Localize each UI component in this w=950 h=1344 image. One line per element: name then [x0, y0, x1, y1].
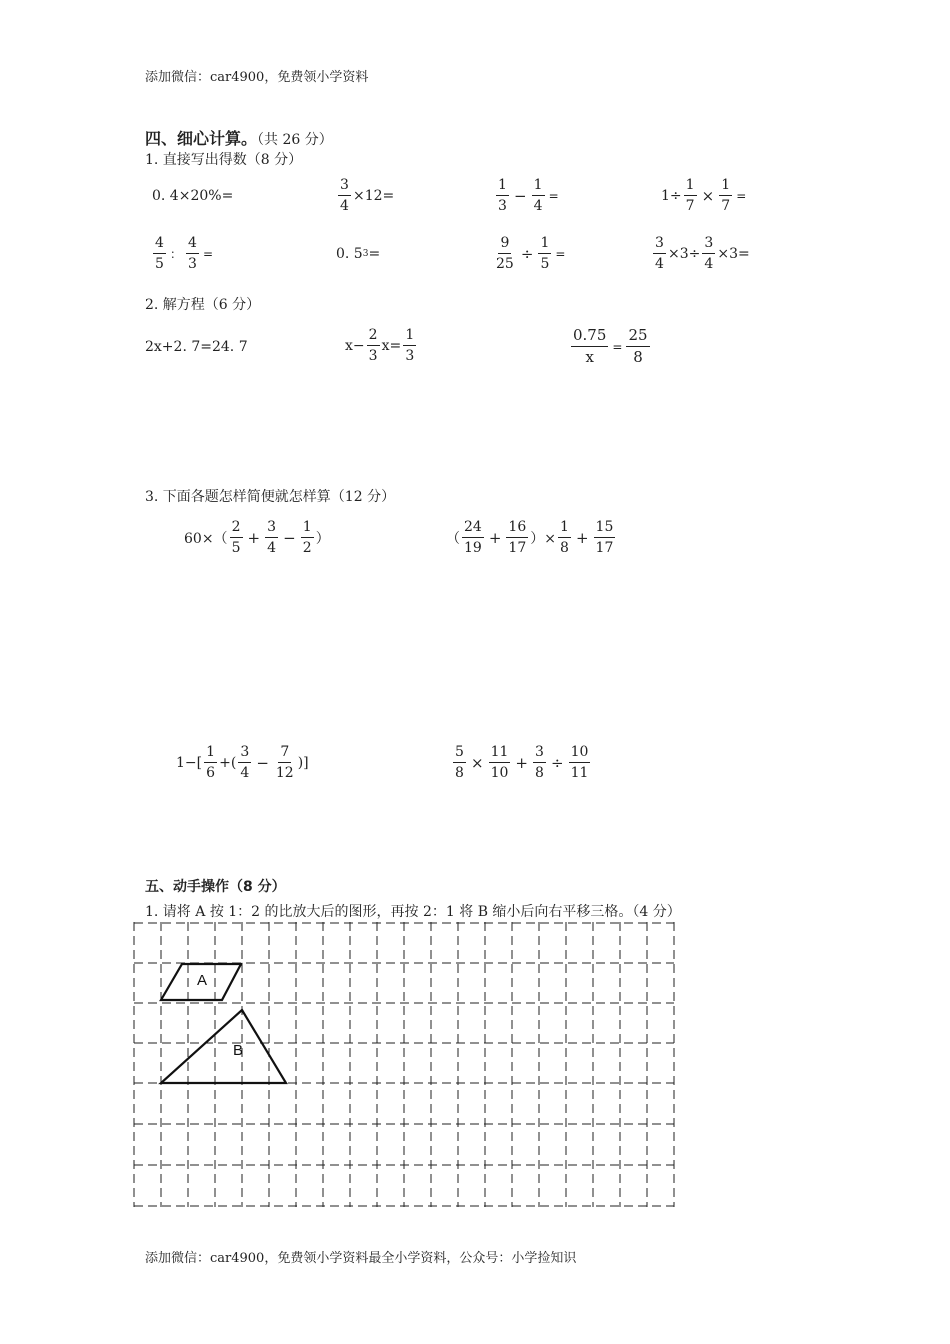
operator: − [514, 186, 527, 205]
operator: × [471, 753, 484, 772]
fraction: 3 4 [238, 744, 251, 781]
triangle-b [161, 1010, 286, 1083]
equals: = [736, 188, 747, 203]
fraction: 1 6 [204, 744, 217, 781]
fraction: $\frac{1}{8}$ [558, 519, 571, 556]
q1-e8-mid: ×3÷ [668, 245, 701, 262]
equals: = [555, 246, 566, 261]
q3-p3-mid: +( [219, 754, 237, 771]
equals: = [548, 188, 559, 203]
fraction: 2 5 [230, 519, 243, 556]
equals: = [612, 339, 623, 354]
q2-eq2-mid: x= [381, 337, 402, 354]
equals: = [203, 246, 214, 261]
fraction: $\frac{1}{3}$ [403, 327, 416, 364]
fraction: $\frac{25}{8}$ [628, 326, 648, 367]
shape-a-label: A [197, 972, 208, 989]
q2-eq2-prefix: x− [345, 337, 365, 354]
q1-e4-prefix: 1÷ [661, 187, 682, 204]
shape-b-label: B [233, 1042, 244, 1059]
fraction: $\frac{11}{10}$ [490, 744, 509, 782]
fraction: $\frac{3}{4}$ [265, 519, 278, 556]
fraction: $\frac{3}{4}$ [702, 235, 715, 272]
section-4-heading: 四、细心计算。 [145, 129, 258, 148]
fraction: $\frac{7}{12}$ [275, 744, 294, 782]
fraction: $\frac{9}{25}$ [496, 235, 514, 273]
fraction: $\frac{3}{8}$ [533, 744, 546, 781]
q1-e1-text: 0. 4×20%= [152, 188, 234, 204]
q3-p3-suffix: )] [297, 754, 309, 771]
operator: × [701, 186, 715, 205]
equals: = [368, 246, 381, 262]
operator: + [247, 528, 261, 547]
q2-equation-1: 2x+2. 7=24. 7 [145, 339, 248, 355]
q3-p3-prefix: 1−[ [176, 754, 203, 771]
operator: + [488, 528, 502, 547]
section-5-title: 五、动手操作（8 分） [145, 879, 286, 895]
fraction: $\frac{1}{2}$ [301, 519, 314, 556]
q3-label: 3. 下面各题怎样简便就怎样算（12 分） [145, 489, 396, 505]
operator: ： [170, 247, 183, 262]
fraction: $\frac{16}{17}$ [508, 519, 527, 557]
operator: − [283, 528, 296, 547]
page-footer: 添加微信：car4900，免费领小学资料最全小学资料，公众号：小学捡知识 [145, 1251, 577, 1266]
fraction: $\frac{5}{8}$ [453, 744, 466, 781]
q1-e8-tail: ×3= [717, 245, 750, 262]
operator: ÷ [520, 244, 534, 263]
q2-label: 2. 解方程（6 分） [145, 297, 261, 313]
fraction: $\frac{1}{7}$ [684, 177, 697, 214]
section-4-points: （共 26 分） [257, 132, 333, 148]
q1-e2-tail: ×12= [353, 187, 395, 204]
fraction: $\frac{2}{3}$ [367, 327, 380, 364]
page-header: 添加微信：car4900，免费领小学资料 [145, 70, 369, 85]
fraction: $\frac{1}{5}$ [538, 235, 551, 272]
exponent: 3 [362, 249, 369, 259]
fraction: 24 19 [464, 519, 482, 557]
fraction: $\frac{1}{4}$ [532, 177, 545, 214]
q1-e6-base: 0. 5 [336, 246, 363, 262]
q1-label: 1. 直接写出得数（8 分） [145, 152, 303, 168]
operator: + [575, 528, 589, 547]
fraction: $\frac{4}{3}$ [186, 235, 199, 272]
q3-p1-prefix: 60×（ [184, 530, 228, 547]
section-5-q1: 1. 请将 A 按 1：2 的比放大后的图形，再按 2：1 将 B 缩小后向右平移三格。（4 分） [145, 904, 681, 920]
fraction: $\frac{10}{11}$ [570, 744, 589, 782]
operator: − [256, 753, 269, 772]
fraction: $\frac{3}{4}$ [338, 177, 351, 214]
fraction: 4 5 [153, 235, 166, 272]
operator: + [515, 753, 528, 772]
fraction: $\frac{1}{7}$ [719, 177, 732, 214]
fraction: $\frac{15}{17}$ [595, 519, 614, 557]
fraction: 1 3 [496, 177, 509, 214]
q3-p2-prefix: （ [446, 530, 460, 547]
fraction: $\frac{0.75}{x}$ [573, 326, 607, 367]
operator: ÷ [550, 753, 564, 772]
fraction: $\frac{3}{4}$ [653, 235, 666, 272]
q3-p2-mid: ）× [530, 530, 556, 547]
q3-p1-suffix: ） [315, 530, 330, 547]
